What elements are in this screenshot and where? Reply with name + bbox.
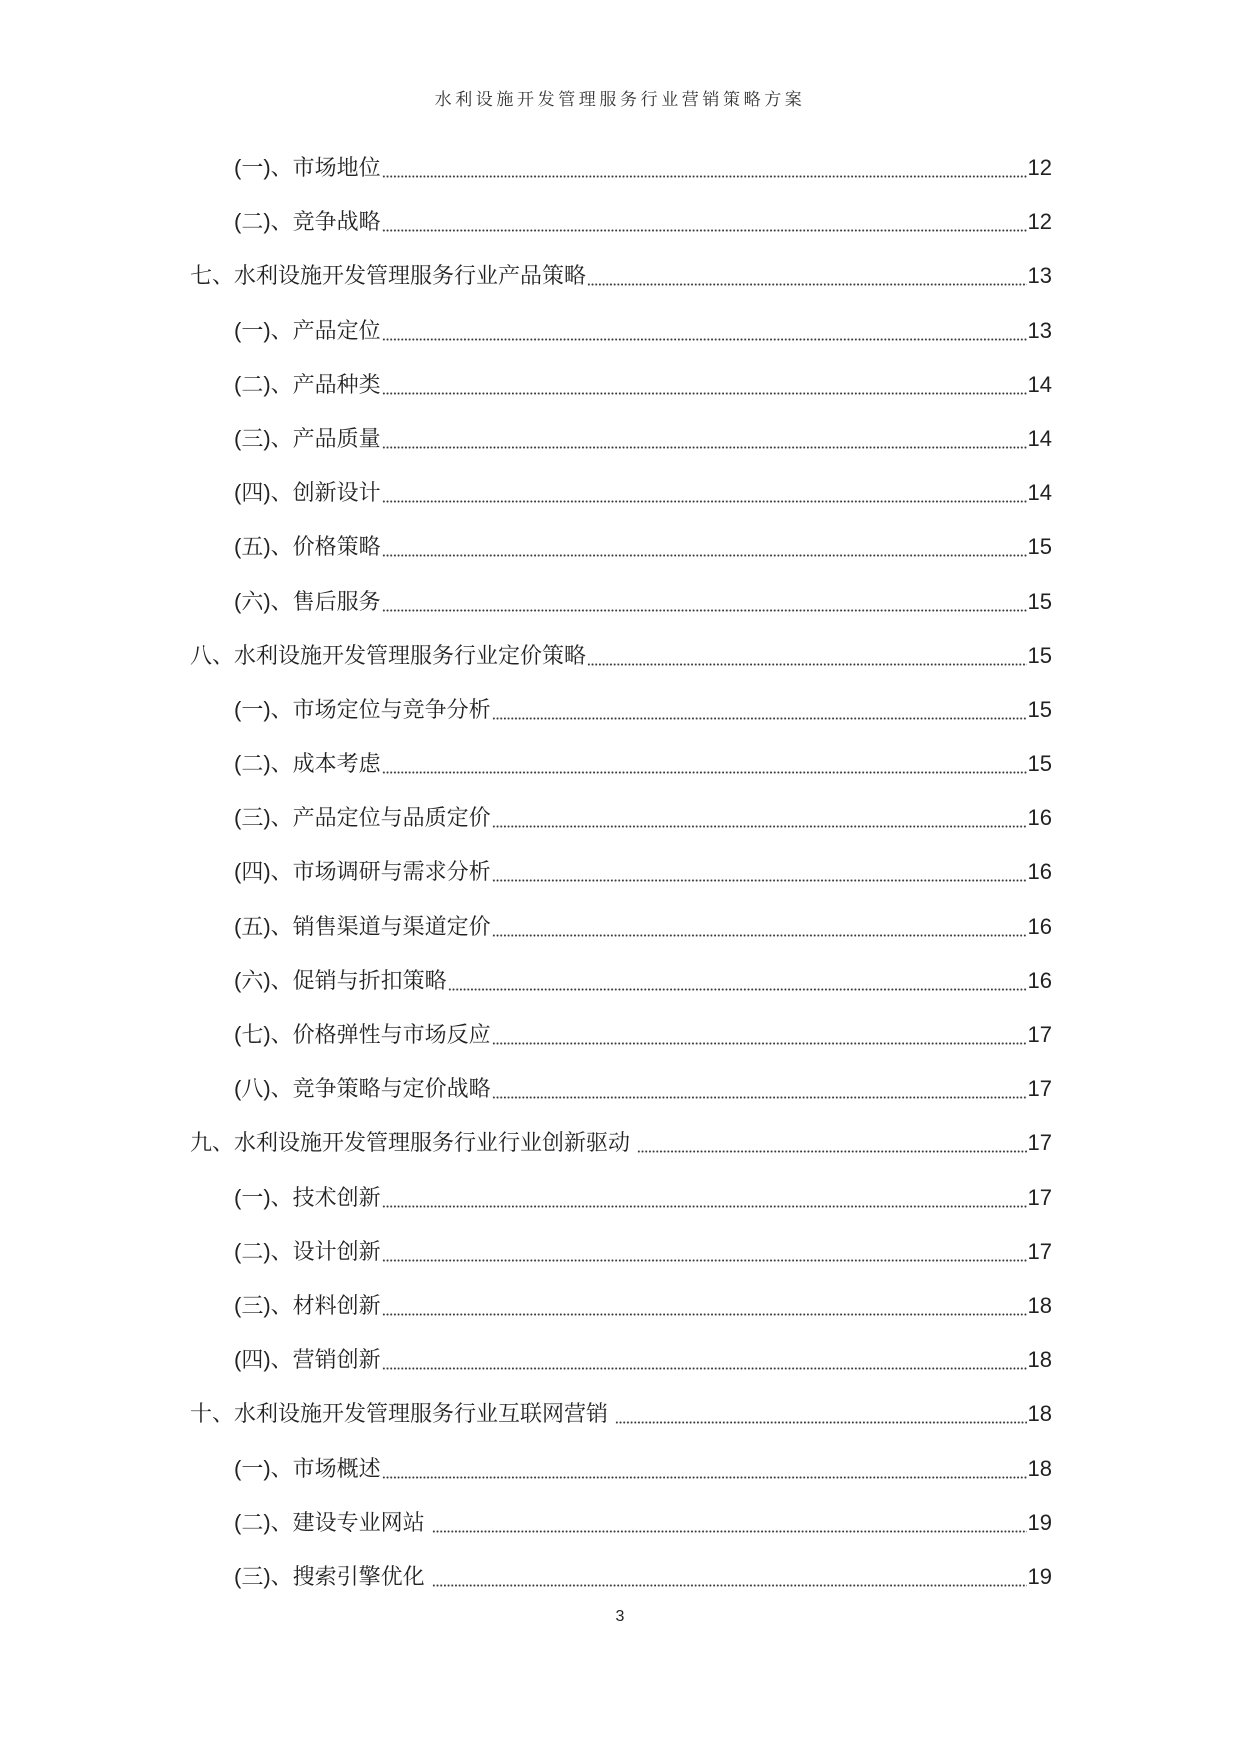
toc-entry-label: (二)、建设专业网站 — [234, 1509, 431, 1535]
toc-dot-leader — [382, 466, 1027, 520]
toc-dot-leader — [492, 791, 1027, 845]
toc-entry-label: (六)、售后服务 — [234, 588, 381, 614]
toc-dot-leader — [382, 412, 1027, 466]
toc-entry-page-number: 17 — [1027, 1022, 1052, 1047]
toc-chapter-entry[interactable] — [0, 1387, 1052, 1441]
toc-entry-label: (三)、搜索引擎优化 — [234, 1563, 431, 1589]
toc-dot-leader — [492, 845, 1027, 899]
toc-entry[interactable] — [0, 1442, 1052, 1496]
toc-entry-label: (三)、产品质量 — [234, 425, 381, 451]
toc-dot-leader — [637, 1116, 1026, 1170]
toc-entry-page-number: 16 — [1027, 859, 1052, 885]
toc-dot-leader — [382, 1333, 1027, 1387]
toc-entry[interactable] — [0, 141, 1052, 195]
toc-entry-page-number: 15 — [1027, 534, 1052, 560]
toc-entry[interactable] — [0, 737, 1052, 791]
toc-entry-page-number: 18 — [1027, 1347, 1052, 1373]
toc-entry-page-number: 19 — [1027, 1509, 1052, 1535]
toc-entry[interactable] — [0, 1333, 1052, 1387]
toc-entry-page-number: 15 — [1027, 642, 1052, 668]
toc-entry-page-number: 13 — [1027, 317, 1052, 343]
toc-dot-leader — [448, 954, 1027, 1008]
toc-entry-label: (四)、创新设计 — [234, 480, 381, 506]
running-header-title: 水利设施开发管理服务行业营销策略方案 — [434, 90, 806, 109]
toc-entry[interactable] — [0, 1496, 1052, 1550]
toc-entry-label: (二)、设计创新 — [234, 1238, 381, 1264]
toc-chapter-entry[interactable] — [0, 629, 1052, 683]
toc-chapter-entry[interactable] — [0, 1116, 1052, 1170]
toc-entry[interactable] — [0, 954, 1052, 1008]
toc-entry-label: (四)、市场调研与需求分析 — [234, 859, 491, 885]
toc-entry[interactable] — [0, 1171, 1052, 1225]
toc-entry-label: (一)、市场定位与竞争分析 — [234, 696, 491, 722]
toc-entry[interactable] — [0, 304, 1052, 358]
toc-entry-page-number: 18 — [1027, 1292, 1052, 1318]
toc-entry-label: (五)、销售渠道与渠道定价 — [234, 913, 491, 939]
toc-entry-page-number: 16 — [1027, 967, 1052, 993]
toc-dot-leader — [432, 1550, 1027, 1604]
toc-entry[interactable] — [0, 1225, 1052, 1279]
toc-entry-label: (二)、产品种类 — [234, 371, 381, 397]
toc-entry-label: 七、水利设施开发管理服务行业产品策略 — [190, 263, 587, 289]
toc-entry-page-number: 19 — [1027, 1563, 1052, 1589]
toc-dot-leader — [382, 1171, 1027, 1225]
toc-entry[interactable] — [0, 683, 1052, 737]
toc-entry-label: (五)、价格策略 — [234, 534, 381, 560]
footer-page-number: 3 — [615, 1608, 625, 1625]
toc-dot-leader — [492, 1008, 1027, 1062]
toc-dot-leader — [382, 575, 1027, 629]
toc-dot-leader — [382, 304, 1027, 358]
toc-entry-page-number: 15 — [1027, 696, 1052, 722]
table-of-contents — [0, 141, 1052, 1604]
toc-dot-leader — [382, 195, 1027, 249]
toc-entry[interactable] — [0, 1008, 1052, 1062]
toc-entry-label: (一)、市场地位 — [234, 155, 381, 180]
toc-entry[interactable] — [0, 575, 1052, 629]
toc-dot-leader — [382, 1225, 1027, 1279]
toc-dot-leader — [492, 683, 1027, 737]
toc-entry-page-number: 15 — [1027, 751, 1052, 777]
toc-entry[interactable] — [0, 900, 1052, 954]
toc-entry-page-number: 17 — [1027, 1076, 1052, 1102]
toc-dot-leader — [492, 900, 1027, 954]
toc-entry-page-number: 12 — [1027, 155, 1052, 180]
toc-entry-page-number: 17 — [1027, 1238, 1052, 1264]
toc-chapter-entry[interactable] — [0, 249, 1052, 303]
toc-dot-leader — [382, 520, 1027, 574]
toc-entry-page-number: 13 — [1027, 263, 1052, 289]
toc-dot-leader — [382, 358, 1027, 412]
toc-entry-page-number: 16 — [1027, 913, 1052, 939]
toc-entry-label: (六)、促销与折扣策略 — [234, 967, 447, 993]
toc-entry-page-number: 12 — [1027, 209, 1052, 235]
toc-entry[interactable] — [0, 791, 1052, 845]
toc-entry-label: (四)、营销创新 — [234, 1347, 381, 1373]
toc-entry-label: 八、水利设施开发管理服务行业定价策略 — [190, 642, 587, 668]
toc-dot-leader — [382, 1442, 1027, 1496]
toc-dot-leader — [382, 737, 1027, 791]
toc-entry[interactable] — [0, 1062, 1052, 1116]
toc-dot-leader — [382, 141, 1027, 195]
toc-dot-leader — [615, 1387, 1026, 1441]
toc-entry[interactable] — [0, 1550, 1052, 1604]
toc-dot-leader — [587, 249, 1027, 303]
toc-entry-page-number: 14 — [1027, 425, 1052, 451]
toc-entry[interactable] — [0, 466, 1052, 520]
toc-entry-label: (一)、市场概述 — [234, 1455, 381, 1481]
toc-entry-label: (七)、价格弹性与市场反应 — [234, 1022, 491, 1047]
toc-entry-label: 九、水利设施开发管理服务行业行业创新驱动 — [190, 1130, 637, 1156]
toc-entry-label: (三)、产品定位与品质定价 — [234, 805, 491, 831]
toc-entry[interactable] — [0, 412, 1052, 466]
toc-dot-leader — [587, 629, 1027, 683]
toc-entry[interactable] — [0, 358, 1052, 412]
toc-dot-leader — [382, 1279, 1027, 1333]
toc-entry[interactable] — [0, 845, 1052, 899]
toc-entry-label: (二)、成本考虑 — [234, 751, 381, 777]
toc-entry-page-number: 16 — [1027, 805, 1052, 831]
toc-entry-page-number: 17 — [1027, 1184, 1052, 1210]
toc-entry-page-number: 18 — [1027, 1455, 1052, 1481]
toc-dot-leader — [432, 1496, 1027, 1550]
toc-entry-page-number: 15 — [1027, 588, 1052, 614]
toc-entry-label: (八)、竞争策略与定价战略 — [234, 1076, 491, 1102]
toc-entry-page-number: 14 — [1027, 480, 1052, 506]
toc-dot-leader — [492, 1062, 1027, 1116]
toc-entry-label: (一)、技术创新 — [234, 1184, 381, 1210]
toc-entry-label: (三)、材料创新 — [234, 1292, 381, 1318]
toc-entry-label: (一)、产品定位 — [234, 317, 381, 343]
toc-entry-label: 十、水利设施开发管理服务行业互联网营销 — [190, 1401, 615, 1427]
toc-entry-label: (二)、竞争战略 — [234, 209, 381, 235]
toc-entry[interactable] — [0, 520, 1052, 574]
toc-entry[interactable] — [0, 1279, 1052, 1333]
toc-entry-page-number: 17 — [1027, 1130, 1052, 1156]
toc-entry-page-number: 18 — [1027, 1401, 1052, 1427]
toc-entry-page-number: 14 — [1027, 371, 1052, 397]
toc-entry[interactable] — [0, 195, 1052, 249]
